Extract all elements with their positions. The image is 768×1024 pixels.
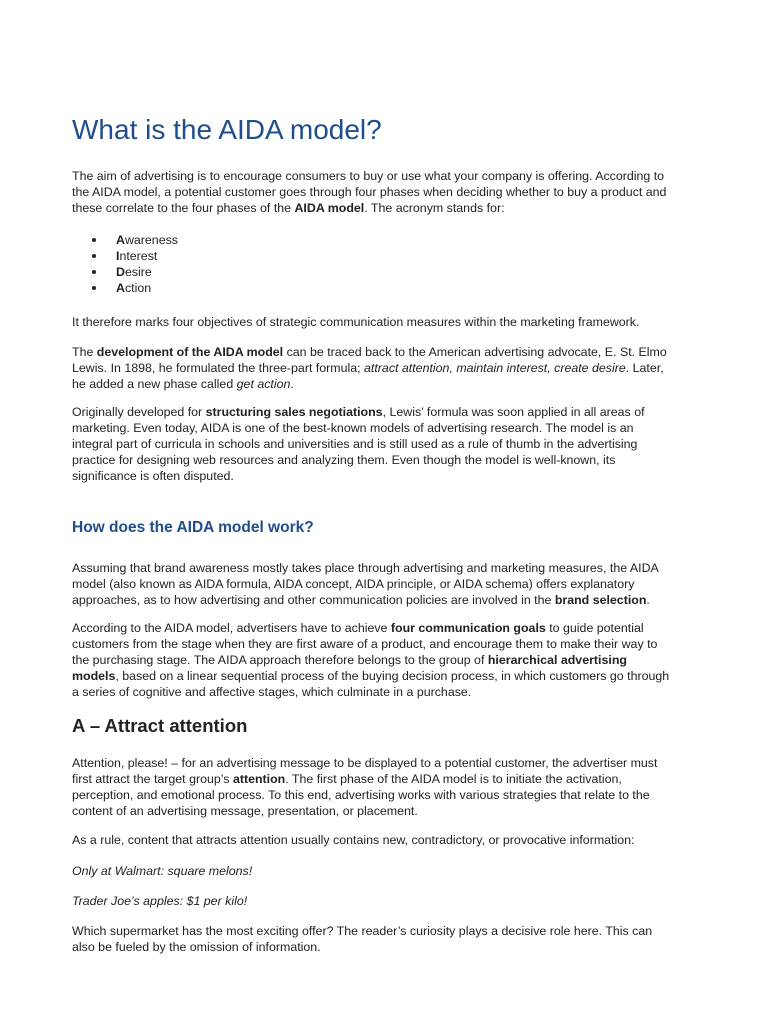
according-paragraph: According to the AIDA model, advertisers have to achieve four communication goals to guide potential customers from the stage when they are first aware of a product, and encourage them to make their way to the purchasing stage. The AIDA approach therefore belongs to the group of hierarchical advertising models, based on a linear sequential process of the buying decision process, in which customers go through a series of cognitive and affective stages, which culminate in a purchase. <box>72 621 670 699</box>
page-title: What is the AIDA model? <box>72 114 382 145</box>
section-heading-how: How does the AIDA model work? <box>72 519 314 536</box>
list-item: Interest <box>72 248 178 264</box>
bullet-icon <box>92 286 96 290</box>
objectives-paragraph: It therefore marks four objectives of strategic communication measures within the marketing framework. <box>72 315 640 329</box>
bullet-icon <box>92 270 96 274</box>
acronym-list <box>72 232 178 296</box>
intro-paragraph: The aim of advertising is to encourage consumers to buy or use what your company is offering. According to the AIDA model, a potential customer goes through four phases when deciding whether to buy a product and these correlate to the four phases of the AIDA model. The acronym stands for: <box>72 169 667 215</box>
bullet-icon <box>92 254 96 258</box>
list-item: Desire <box>72 264 178 280</box>
list-item: Awareness <box>72 232 178 248</box>
example-walmart: Only at Walmart: square melons! <box>72 864 253 878</box>
assuming-paragraph: Assuming that brand awareness mostly takes place through advertising and marketing measures, the AIDA model (also known as AIDA formula, AIDA concept, AIDA principle, or AIDA schema) offers explanatory approaches, as to how advertising and other communication policies are involved in the brand selection. <box>72 561 659 607</box>
attention-paragraph: Attention, please! – for an advertising message to be displayed to a potential customer, the advertiser must first attract the target group’s attention. The first phase of the AIDA model is to initiate the activation, perception, and emotional process. To this end, advertising works with various strategies that relate to the content of an advertising message, presentation, or placement. <box>72 756 658 818</box>
rule-paragraph: As a rule, content that attracts attention usually contains new, contradictory, or provocative information: <box>72 833 635 847</box>
example-trader-joes: Trader Joe’s apples: $1 per kilo! <box>72 894 248 908</box>
development-paragraph: The development of the AIDA model can be traced back to the American advertising advocate, E. St. Elmo Lewis. In 1898, he formulated the three-part formula; attract attention, maintain interest, create desire. Later, he added a new phase called get action. <box>72 345 667 391</box>
origin-paragraph: Originally developed for structuring sales negotiations, Lewis’ formula was soon applied in all areas of marketing. Even today, AIDA is one of the best-known models of advertising research. The model is an integral part of curricula in schools and universities and is still used as a rule of thumb in the advertising practice for designing web resources and analyzing them. Even though the model is well-known, its significance is often disputed. <box>72 405 645 483</box>
list-item: Action <box>72 280 178 296</box>
curiosity-paragraph: Which supermarket has the most exciting offer? The reader’s curiosity plays a decisive role here. This can also be fueled by the omission of information. <box>72 924 653 954</box>
bullet-icon <box>92 238 96 242</box>
section-heading-attract: A – Attract attention <box>72 715 248 736</box>
